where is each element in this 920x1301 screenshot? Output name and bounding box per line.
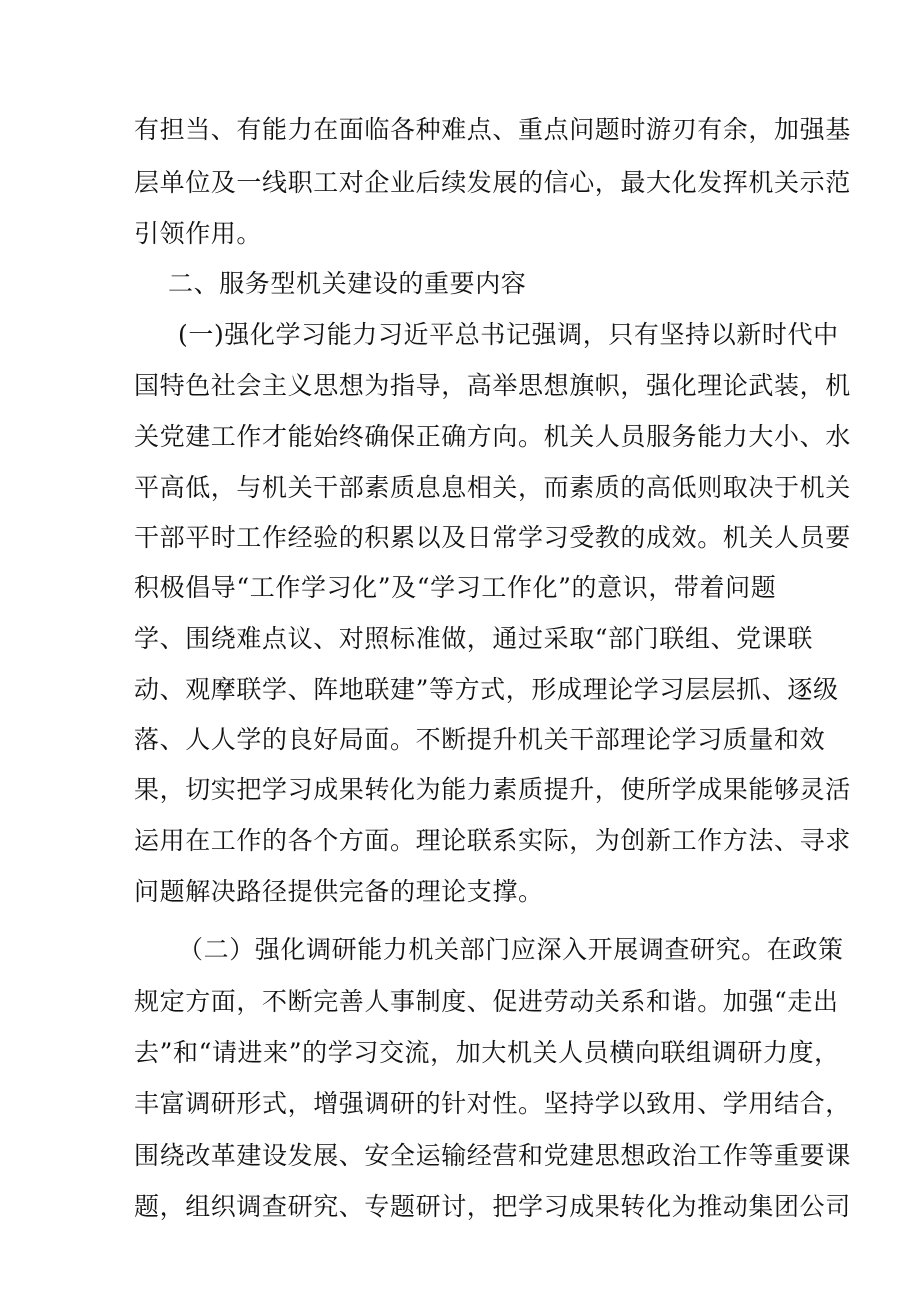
body-text-line: 去”和“请进来”的学习交流，加大机关人员横向联组调研力度， — [134, 1038, 840, 1067]
body-text-line: 引领作用。 — [134, 219, 263, 248]
body-text-line: 规定方面，不断完善人事制度、促进劳动关系和谐。加强“走出 — [134, 987, 839, 1016]
body-text-line: 学、围绕难点议、对照标准做，通过采取“部门联组、党课联 — [134, 624, 813, 653]
body-text-line: 有担当、有能力在面临各种难点、重点问题时游刃有余，加强基 — [134, 115, 851, 144]
body-text-line: 关党建工作才能始终确保正确方向。机关人员服务能力大小、水 — [134, 422, 851, 451]
subsection-paragraph-start: (一)强化学习能力习近平总书记强调，只有坚持以新时代中 — [178, 320, 839, 349]
body-text-line: 问题解决路径提供完备的理论支撑。 — [134, 877, 544, 906]
body-text-line: 积极倡导“工作学习化”及“学习工作化”的意识，带着问题 — [134, 573, 777, 602]
body-text-line: 丰富调研形式，增强调研的针对性。坚持学以致用、学用结合， — [134, 1089, 851, 1118]
body-text-line: 国特色社会主义思想为指导，高举思想旗帜，强化理论武装，机 — [134, 371, 851, 400]
body-text-line: 层单位及一线职工对企业后续发展的信心，最大化发挥机关示范 — [134, 168, 851, 197]
body-text-line: 运用在工作的各个方面。理论联系实际，为创新工作方法、寻求 — [134, 826, 851, 855]
subsection-paragraph-start: （二）强化调研能力机关部门应深入开展调查研究。在政策 — [178, 935, 844, 964]
body-text-line: 围绕改革建设发展、安全运输经营和党建思想政治工作等重要课 — [134, 1141, 851, 1170]
body-text-line: 果，切实把学习成果转化为能力素质提升，使所学成果能够灵活 — [134, 775, 851, 804]
body-text-line: 动、观摩联学、阵地联建”等方式，形成理论学习层层抓、逐级 — [134, 675, 839, 704]
body-text-line: 落、人人学的良好局面。不断提升机关干部理论学习质量和效 — [134, 725, 826, 754]
body-text-line: 平高低，与机关干部素质息息相关，而素质的高低则取决于机关 — [134, 473, 851, 502]
section-heading: 二、服务型机关建设的重要内容 — [168, 269, 527, 298]
body-text-line: 题，组织调查研究、专题研讨，把学习成果转化为推动集团公司 — [134, 1192, 851, 1221]
body-text-line: 干部平时工作经验的积累以及日常学习受教的成效。机关人员要 — [134, 523, 851, 552]
